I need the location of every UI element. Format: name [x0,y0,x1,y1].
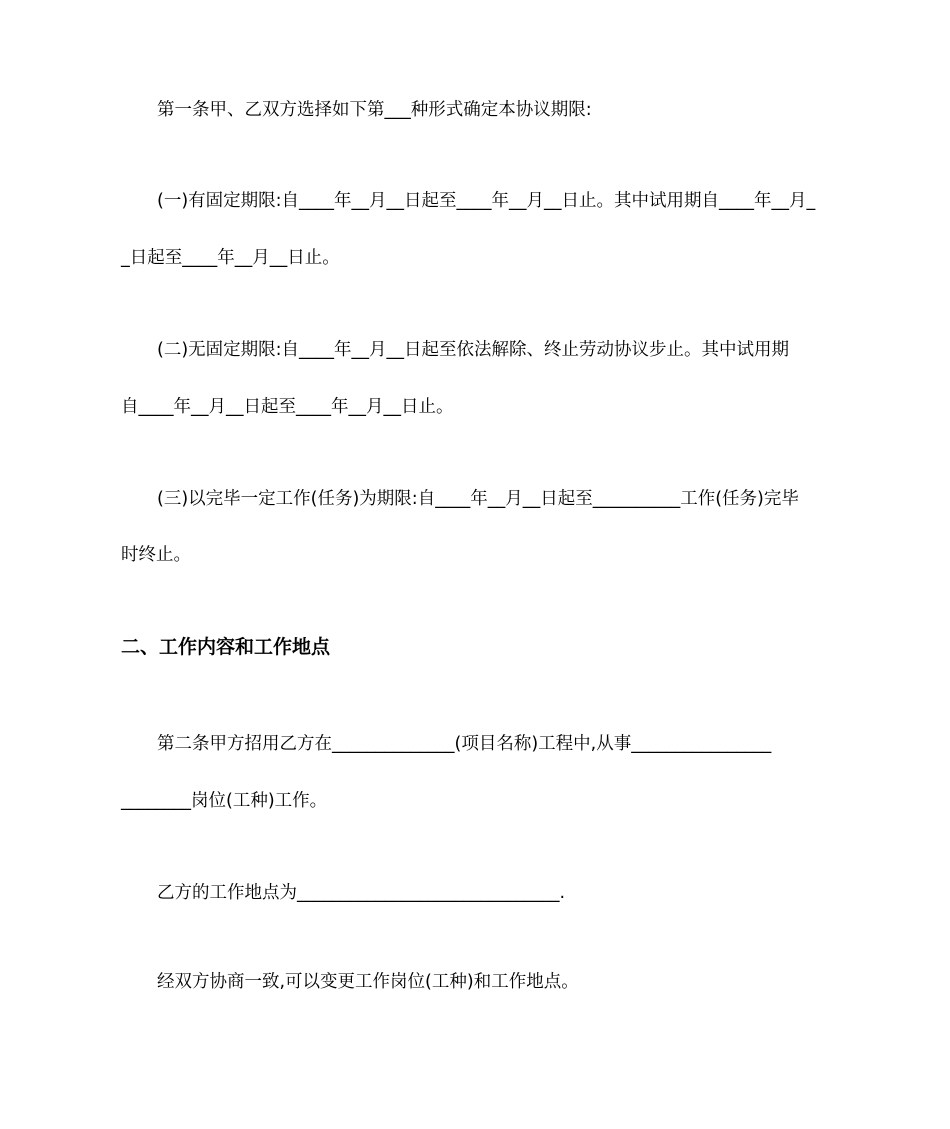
workplace-text: 乙方的工作地点为______________________________. [157,883,566,903]
term-option-fixed-line-2: _日起至____年__月__日止。 [121,248,340,268]
article-1-text: 第一条甲、乙双方选择如下第___种形式确定本协议期限: [157,100,592,120]
term-option-open-line-1: (二)无固定期限:自____年__月__日起至依法解除、终止劳动协议步止。其中试用期 [157,340,790,360]
article-2-line-1: 第二条甲方招用乙方在______________(项目名称)工程中,从事________________ [157,734,772,754]
section-2-heading: 二、工作内容和工作地点 [121,636,331,658]
term-option-task-line-1: (三)以完毕一定工作(任务)为期限:自____年__月__日起至__________工作(任务)完毕 [157,489,799,509]
article-2-line-2: ________岗位(工种)工作。 [121,791,328,811]
term-option-fixed-line-1: (一)有固定期限:自____年__月__日起至____年__月__日止。其中试用期自____年__月_ [157,191,816,211]
term-option-open-line-2: 自____年__月__日起至____年__月__日止。 [121,397,454,417]
term-option-task-line-2: 时终止。 [121,545,191,565]
change-note-text: 经双方协商一致,可以变更工作岗位(工种)和工作地点。 [157,972,579,992]
